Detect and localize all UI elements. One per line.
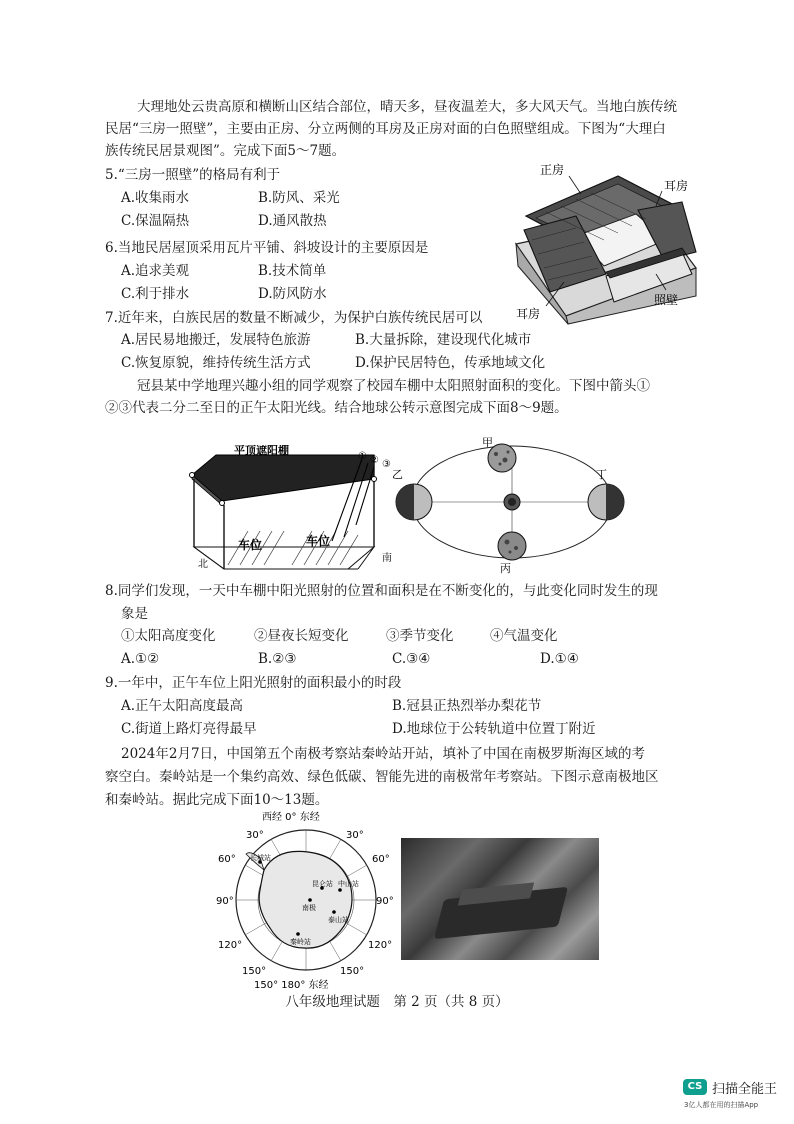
intro1-line3: 族传统民居景观图”。完成下面5～7题。 (105, 143, 346, 159)
bai-house-figure (506, 156, 702, 326)
parking-spot-1: 车位 (238, 538, 263, 552)
q5-option-b: B.防风、采光 (258, 190, 340, 206)
station-qinling: 秦岭站 (290, 938, 311, 946)
map-bottom-label: 150° 180° 东经 (254, 980, 329, 990)
q5-option-a: A.收集雨水 (121, 190, 190, 206)
map-lat120-right: 120° (368, 940, 393, 951)
map-lat30-right: 30° (346, 830, 364, 841)
sun-shade-figure (188, 445, 400, 573)
q7-option-d: D.保护民居特色，传承地域文化 (355, 355, 546, 371)
q9-option-c: C.街道上路灯亮得最早 (121, 721, 257, 737)
label-left-wing: 耳房 (516, 307, 541, 321)
intro1-line1: 大理地处云贵高原和横断山区结合部位，晴天多，昼夜温差大，多大风天气。当地白族传统 (137, 99, 677, 115)
camscanner-logo-icon: CS (683, 1079, 707, 1095)
intro3-line3: 和秦岭站。据此完成下面10～13题。 (105, 792, 329, 808)
station-taishan: 泰山站 (328, 916, 349, 924)
map-top-label: 西经 0° 东经 (262, 812, 320, 823)
q8-option-a: A.①② (121, 651, 160, 667)
intro3-line1: 2024年2月7日，中国第五个南极考察站秦岭站开站，填补了中国在南极罗斯海区域的考 (121, 746, 646, 762)
q9-option-d: D.地球位于公转轨道中位置丁附近 (392, 721, 596, 737)
label-wall: 照壁 (654, 293, 679, 307)
q9-stem: 9.一年中，正午车位上阳光照射的面积最小的时段 (105, 675, 402, 691)
map-lat120-left: 120° (218, 940, 243, 951)
q9-option-a: A.正午太阳高度最高 (121, 698, 244, 714)
q8-item-4: ④气温变化 (490, 628, 558, 644)
q5-stem: 5.“三房一照壁”的格局有利于 (105, 167, 281, 183)
q8-item-1: ①太阳高度变化 (121, 628, 216, 644)
map-lat60-right: 60° (372, 854, 390, 865)
south-label: 南 (382, 553, 392, 564)
q7-stem: 7.近年来，白族民居的数量不断减少，为保护白族传统民居可以 (105, 310, 483, 326)
qinling-station-photo (401, 838, 599, 960)
station-kunlun: 昆仑站 (312, 880, 333, 888)
q7-option-c: C.恢复原貌，维持传统生活方式 (121, 355, 311, 371)
q9-option-b: B.冠县正热烈举办梨花节 (392, 698, 542, 714)
station-changcheng: 长城站 (250, 854, 271, 862)
orbit-ding: 丁 (596, 468, 607, 481)
intro3-line2: 察空白。秦岭站是一个集约高效、绿色低碳、智能先进的南极常年考察站。下图示意南极地区 (105, 769, 659, 785)
map-lat60-left: 60° (218, 854, 236, 865)
q6-stem: 6.当地民居屋顶采用瓦片平铺、斜坡设计的主要原因是 (105, 240, 429, 256)
ray-2-label: ② (370, 455, 379, 466)
q8-item-3: ③季节变化 (386, 628, 454, 644)
q8-item-2: ②昼夜长短变化 (254, 628, 349, 644)
parking-spot-2: 车位 (306, 534, 331, 548)
map-lat150-left: 150° (242, 966, 267, 977)
q8-option-d: D.①④ (540, 651, 579, 667)
label-right-wing: 耳房 (664, 179, 689, 193)
camscanner-name: 扫描全能王 (712, 1082, 778, 1097)
label-main-house: 正房 (540, 163, 565, 177)
station-zhongshan: 中山站 (338, 880, 359, 888)
q6-option-a: A.追求美观 (121, 263, 190, 279)
orbit-yi: 乙 (392, 468, 403, 481)
q6-option-d: D.防风防水 (258, 286, 327, 302)
q8-option-b: B.②③ (258, 651, 297, 667)
camscanner-tagline: 3亿人都在用的扫描App (684, 1101, 759, 1109)
earth-orbit-figure (392, 434, 632, 574)
label-south-pole: 南极 (302, 904, 316, 912)
intro2-line1: 冠县某中学地理兴趣小组的同学观察了校园车棚中太阳照射面积的变化。下图中箭头① (137, 378, 650, 394)
orbit-bing: 丙 (500, 562, 511, 574)
page-footer: 八年级地理试题 第 2 页（共 8 页） (285, 994, 509, 1010)
map-lat90-right: 90° (376, 896, 394, 907)
north-label: 北 (198, 559, 208, 570)
antarctica-map (216, 808, 394, 990)
q8-option-c: C.③④ (392, 651, 431, 667)
q5-option-c: C.保温隔热 (121, 213, 190, 229)
ray-3-label: ③ (382, 459, 391, 470)
map-lat150-right: 150° (340, 966, 365, 977)
q8-stem-line1: 8.同学们发现，一天中车棚中阳光照射的位置和面积是在不断变化的，与此变化同时发生的现 (105, 583, 658, 599)
map-lat90-left: 90° (216, 896, 234, 907)
orbit-jia: 甲 (482, 436, 493, 449)
q7-option-a: A.居民易地搬迁，发展特色旅游 (121, 332, 311, 348)
intro2-line2: ②③代表二分二至日的正午太阳光线。结合地球公转示意图完成下面8～9题。 (105, 400, 568, 416)
shed-title: 平顶遮阳棚 (234, 445, 289, 457)
map-lat30-left: 30° (246, 830, 264, 841)
intro1-line2: 民居“三房一照壁”，主要由正房、分立两侧的耳房及正房对面的白色照壁组成。下图为“大理白 (105, 121, 666, 137)
q6-option-c: C.利于排水 (121, 286, 190, 302)
q8-stem-line2: 象是 (121, 606, 148, 622)
q7-option-b: B.大量拆除，建设现代化城市 (355, 332, 532, 348)
q6-option-b: B.技术简单 (258, 263, 327, 279)
q5-option-d: D.通风散热 (258, 213, 327, 229)
ray-1-label: ① (358, 451, 367, 462)
